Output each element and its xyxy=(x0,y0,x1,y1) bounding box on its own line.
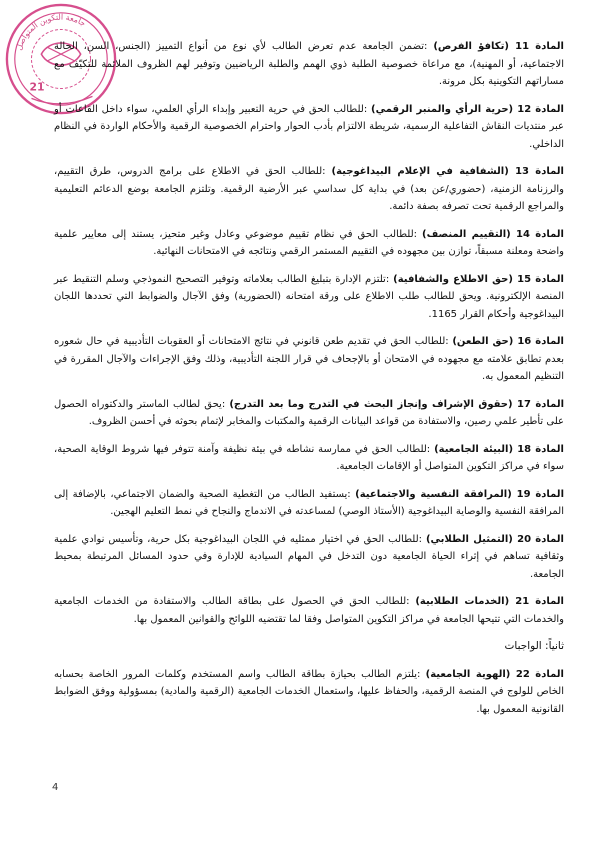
article-text: :للطالب الحق في ممارسة نشاطه في بيئة نظيفة وآمنة تتوفر فيها شروط الوقاية الصحية، سواء في مراكز التكوين المتواصل أو الإقامات الجامعية. xyxy=(54,443,564,472)
svg-text:21: 21 xyxy=(29,80,45,94)
svg-text:جامعة التكوين المتواصل: جامعة التكوين المتواصل xyxy=(14,12,88,52)
article-text: :يلتزم الطالب بحيازة بطاقة الطالب واسم المستخدم وكلمات المرور الخاصة بحسابه الخاص للولوج في المنصة الرقمية، والحفاظ عليها، واستعمال الخدمات الجامعية (الرقمية والمادية) بمسؤولية ووفق الضوابط القانونية المعمول بها. xyxy=(54,668,564,715)
article-text: :للطالب الحق في الاطلاع على برامج الدروس، طرق التقييم، والرزنامة الزمنية، (حضوري/عن بعد) في بداية كل سداسي عبر الأرضية الرقمية. وتلتزم الجامعة بوضع الدعائم التعليمية والمراجع الرقمية تحت تصرفه بصفة دائمة. xyxy=(54,166,564,212)
article-text: :للطالب الحق في تقديم طعن قانوني في نتائج الامتحانات أو العقوبات التأديبية في حال شعوره بعدم تطابق علامته مع مجهوده في الامتحان أو بالإجحاف في قرار اللجنة التأديبية، وذلك وفق الإجراءات والآجال المقررة في التنظيم المعمول به. xyxy=(54,336,564,382)
article-text: :للطالب الحق في نظام تقييم موضوعي وعادل وغير متحيز، يستند إلى معايير علمية واضحة ومعلنة مسبقاً، توازن بين مجهوده في التقييم المستمر الرقمي ونتائجه في الامتحانات النهائية. xyxy=(54,228,564,257)
article-20 xyxy=(54,531,564,584)
article-18 xyxy=(54,441,564,476)
article-heading: المادة 21 (الخدمات الطلابية) xyxy=(415,596,564,607)
article-heading: المادة 12 (حرية الرأي والمنبر الرقمي) xyxy=(371,103,564,115)
article-text: :يستفيد الطالب من التغطية الصحية والضمان الاجتماعي، بالإضافة إلى المرافقة النفسية والوصاية البيداغوجية (الأستاذ الوصي) لمساعدته في الاندماج والنجاح في نمط التعليم الهجين. xyxy=(54,488,564,517)
article-text: :للطالب الحق في اختيار ممثليه في اللجان البيداغوجية بكل حرية، وتأسيس نوادي علمية وثقافية تساهم في إثراء الحياة الجامعية دون التدخل في المهام السيادية للإدارة وفي حدود المسائل المرتبطة بمحيط الجامعة. xyxy=(54,533,564,580)
article-text: :تضمن الجامعة عدم تعرض الطالب لأي نوع من أنواع التمييز (الجنس، السن، الحالة الاجتماعية، أو المهنية)، مع مراعاة خصوصية الطلبة ذوي الهمم والطلبة الرياضيين وتوفير لهم الظروف الملائمة للتكيّف مع مساراتهم التكوينية بكل مرونة. xyxy=(54,41,564,87)
article-heading: المادة 15 (حق الاطلاع والشفافية) xyxy=(393,273,564,285)
document-body xyxy=(54,38,564,728)
article-heading: المادة 16 (حق الطعن) xyxy=(452,336,564,347)
article-17 xyxy=(54,396,564,431)
article-14 xyxy=(54,226,564,261)
article-12 xyxy=(54,101,564,154)
article-heading: المادة 22 (الهوية الجامعية) xyxy=(425,668,564,680)
article-text: :للطالب الحق في الحصول على بطاقة الطالب والاستفادة من الخدمات الجامعية والخدمات التي تتيحها الجامعة في مراكز التكوين المتواصل وفقا لما تقتضيه اللوائح والقوانين المعمول بها. xyxy=(54,596,564,625)
article-heading: المادة 14 (التقييم المنصف) xyxy=(422,228,564,240)
article-19 xyxy=(54,486,564,521)
page-number: 4 xyxy=(52,782,59,793)
article-heading: المادة 20 (التمثيل الطلابي) xyxy=(425,533,564,545)
article-16 xyxy=(54,333,564,386)
article-text: :يحق لطالب الماستر والدكتوراه الحصول على تأطير علمي رصين، والاستفادة من قواعد البيانات الرقمية والمكتبات والمخابر لإتمام بحوثه في أحسن الظروف. xyxy=(54,398,564,427)
article-15 xyxy=(54,271,564,324)
section-heading-duties: ثانياً: الواجبات xyxy=(504,640,564,652)
article-heading: المادة 18 (البيئة الجامعية) xyxy=(434,443,564,455)
article-22 xyxy=(54,666,564,719)
article-text: :للطالب الحق في حرية التعبير وإبداء الرأي العلمي، سواء داخل القاعات أو عبر منتديات النقاش التفاعلية الرسمية، شريطة الالتزام بأدب الحوار واحترام الخصوصية الرقمية والأحكام الواردة في النظام الداخلي. xyxy=(54,103,564,150)
article-13 xyxy=(54,163,564,216)
article-heading: المادة 11 (تكافؤ الفرص) xyxy=(433,41,564,52)
article-heading: المادة 13 (الشفافية في الإعلام البيداغوجية) xyxy=(331,166,564,177)
article-heading: المادة 17 (حقوق الإشراف وإنجاز البحث في التدرج وما بعد التدرج) xyxy=(229,398,564,410)
article-text: :تلتزم الإدارة بتبليغ الطالب بعلاماته وتوفير التصحيح النموذجي وسلم التنقيط عبر المنصة الإلكترونية. ويحق للطالب طلب الاطلاع على ورقة امتحانه (الحضورية) وفق الآجال والضوابط التي تحددها اللجان البيداغوجية وأحكام القرار 1165. xyxy=(54,273,564,320)
article-21 xyxy=(54,593,564,628)
article-11 xyxy=(54,38,564,91)
article-heading: المادة 19 (المرافقة النفسية والاجتماعية) xyxy=(355,488,564,500)
